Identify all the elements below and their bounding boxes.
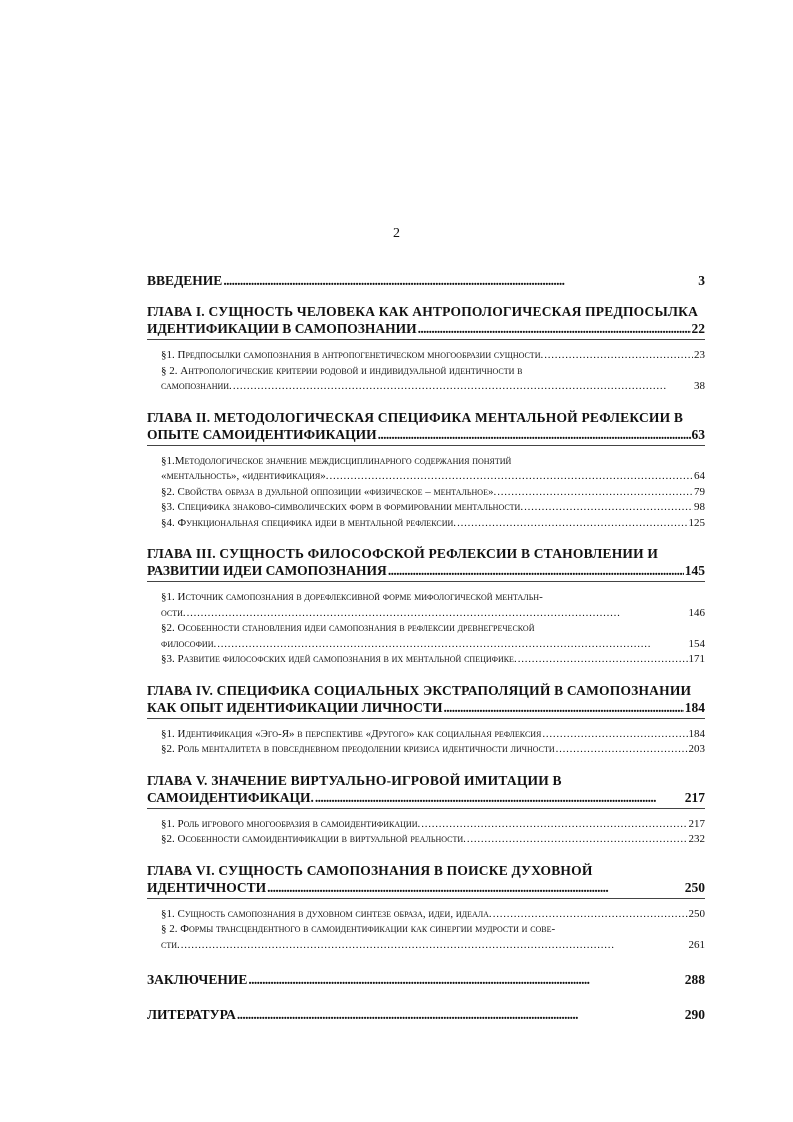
leader-dots [467,832,688,848]
toc-page-number: 63 [691,426,705,442]
leader-dots [237,1006,684,1023]
leader-dots [493,907,688,923]
leader-dots [329,469,693,485]
chapter-title-last-line[interactable] [147,879,705,896]
leader-dots [187,606,688,622]
section-list [161,454,705,532]
section-item[interactable] [161,907,705,923]
section-text: ости. [161,606,186,619]
toc-page-number: 232 [688,833,705,845]
chapter-1 [147,303,705,395]
leader-dots [388,562,684,579]
chapter-3 [147,545,705,668]
divider [147,898,705,899]
section-text-line1: §2. Особенности становления идеи самопознания в рефлексии древнегреческой [161,622,535,634]
section-text: философии. [161,637,217,650]
section-text-line1: § 2. Формы трансцендентного в самоидентификации как синергии мудрости и сове- [161,923,556,935]
chapter-title-line[interactable]: ГЛАВА II. МЕТОДОЛОГИЧЕСКАЯ СПЕЦИФИКА МЕНТАЛЬНОЙ РЕФЛЕКСИИ В [147,409,684,425]
section-list [161,817,705,848]
chapter-title-text: РАЗВИТИИ ИДЕИ САМОПОЗНАНИЯ [147,563,387,578]
section-item[interactable] [161,500,705,516]
toc-page-number: 203 [688,743,705,755]
toc-page-number: 154 [688,637,705,650]
section-item[interactable] [161,817,705,833]
section-text: §1. Предпосылки самопознания в антропогенетическом многообразии сущности. [161,349,544,361]
divider [147,581,705,582]
toc-page-number: 125 [688,516,705,529]
leader-dots [418,320,691,337]
chapter-6 [147,862,705,954]
section-text: §3. Развитие философских идей самопознания в их ментальной специфике. [161,653,517,665]
toc-page-number: 217 [684,789,705,805]
section-item[interactable] [161,485,705,501]
section-text: самопознании. [161,380,232,392]
chapter-title-text: ИДЕНТИФИКАЦИИ В САМОПОЗНАНИИ [147,321,417,336]
leader-dots [556,742,688,758]
leader-dots [544,348,693,364]
toc-entry-label: ВВЕДЕНИЕ [147,273,223,288]
section-list [161,348,705,395]
toc-page-number: 22 [691,321,705,336]
section-text: §1. Сущность самопознания в духовном синтезе образа, идеи, идеала. [161,907,492,920]
section-text: §4. Функциональная специфика идеи в ментальной рефлексии. [161,516,457,529]
section-text: §1. Идентификация «Эго-Я» в перспективе «Другого» как социальная рефлексия [161,727,542,740]
toc-entry-intro[interactable] [147,272,705,289]
chapter-title-line[interactable]: ГЛАВА VI. СУЩНОСТЬ САМОПОЗНАНИЯ В ПОИСКЕ ДУХОВНОЙ [147,862,593,878]
chapter-5 [147,772,705,848]
toc-entry-conclusion[interactable] [147,971,705,988]
section-item[interactable] [161,832,705,848]
toc-page-number: 261 [688,938,705,951]
section-item[interactable] [161,652,705,668]
chapter-2 [147,409,705,532]
toc-page-number: 290 [684,1007,705,1022]
chapter-4 [147,682,705,758]
toc-page-number: 146 [688,606,705,619]
toc-page-number: 184 [684,699,705,715]
chapter-title-last-line[interactable] [147,789,705,806]
toc-entry-label: ЗАКЛЮЧЕНИЕ [147,972,248,987]
section-list [161,727,705,758]
divider [147,339,705,340]
leader-dots [248,971,683,988]
section-item[interactable] [161,348,705,364]
toc-page-number: 184 [688,727,705,740]
leader-dots [444,699,684,716]
section-text: §3. Специфика знаково-символических форм в формировании ментальности. [161,501,524,513]
toc-page-number: 64 [694,470,705,482]
section-text: §2. Свойства образа в дуальной оппозиции «физическое – ментальное». [161,485,497,498]
chapter-title-last-line[interactable] [147,699,705,716]
toc-entry-label: ЛИТЕРАТУРА [147,1007,236,1022]
chapter-title-text: КАК ОПЫТ ИДЕНТИФИКАЦИИ ЛИЧНОСТИ [147,699,443,715]
section-item[interactable] [161,590,705,621]
toc-page-number: 79 [694,485,705,498]
toc-page-number: 217 [688,817,705,830]
toc-page-number: 145 [684,563,705,578]
chapter-title-last-line[interactable] [147,320,705,337]
section-text-line1: §1.Методологическое значение междисциплинарного содержания понятий [161,454,512,467]
leader-dots [524,500,693,516]
leader-dots [457,516,687,532]
toc-page-number: 23 [694,349,705,361]
chapter-title-line[interactable]: ГЛАВА I. СУЩНОСТЬ ЧЕЛОВЕКА КАК АНТРОПОЛОГИЧЕСКАЯ ПРЕДПОСЫЛКА [147,304,699,319]
toc-page-number: 288 [684,972,705,987]
section-text: §1. Роль игрового многообразия в самоидентификации. [161,817,421,830]
chapter-title-last-line[interactable] [147,426,705,443]
section-item[interactable] [161,364,705,395]
leader-dots [497,485,693,501]
chapter-title-last-line[interactable] [147,562,705,579]
leader-dots [518,652,688,668]
chapter-title-text: ОПЫТЕ САМОИДЕНТИФИКАЦИИ [147,426,377,442]
section-list [161,590,705,668]
toc-page-number: 171 [688,653,705,665]
leader-dots [378,426,691,443]
section-item[interactable] [161,922,705,953]
table-of-contents [147,272,705,1023]
chapter-title-line[interactable]: ГЛАВА IV. СПЕЦИФИКА СОЦИАЛЬНЫХ ЭКСТРАПОЛЯЦИЙ В САМОПОЗНАНИИ [147,682,692,698]
section-text-line1: § 2. Антропологические критерии родовой и индивидуальной идентичности в [161,364,523,377]
leader-dots [217,637,687,653]
leader-dots [233,379,693,395]
page-number: 2 [393,226,400,241]
section-list [161,907,705,954]
toc-page-number: 250 [684,879,705,895]
leader-dots [542,727,687,743]
section-text: §2. Роль менталитета в повседневном преодолении кризиса идентичности личности [161,743,555,755]
divider [147,718,705,719]
section-item[interactable] [161,516,705,532]
section-item[interactable] [161,621,705,652]
toc-entry-literature[interactable] [147,1006,705,1023]
section-text-line1: §1. Источник самопознания в дорефлексивной форме мифологической ментальн- [161,591,543,603]
leader-dots [267,879,684,896]
divider [147,445,705,446]
toc-page-number: 250 [688,907,705,920]
toc-page-number: 98 [694,501,705,513]
section-item[interactable] [161,454,705,485]
toc-page-number: 38 [694,380,705,392]
section-text: §2. Особенности самоидентификации в виртуальной реальности. [161,833,466,845]
section-text: «ментальность», «идентификация». [161,470,329,482]
chapter-title-text: САМОИДЕНТИФИКАЦИ. [147,789,314,805]
leader-dots [223,272,697,289]
section-text: сти. [161,938,180,951]
section-item[interactable] [161,742,705,758]
chapter-title-text: ИДЕНТИЧНОСТИ [147,879,267,895]
section-item[interactable] [161,727,705,743]
leader-dots [421,817,687,833]
chapter-title-line[interactable]: ГЛАВА V. ЗНАЧЕНИЕ ВИРТУАЛЬНО-ИГРОВОЙ ИМИТАЦИИ В [147,772,562,788]
toc-page-number: 3 [698,273,705,288]
leader-dots [315,789,684,806]
leader-dots [181,938,688,954]
chapter-title-line[interactable]: ГЛАВА III. СУЩНОСТЬ ФИЛОСОФСКОЙ РЕФЛЕКСИИ В СТАНОВЛЕНИИ И [147,546,659,561]
divider [147,808,705,809]
